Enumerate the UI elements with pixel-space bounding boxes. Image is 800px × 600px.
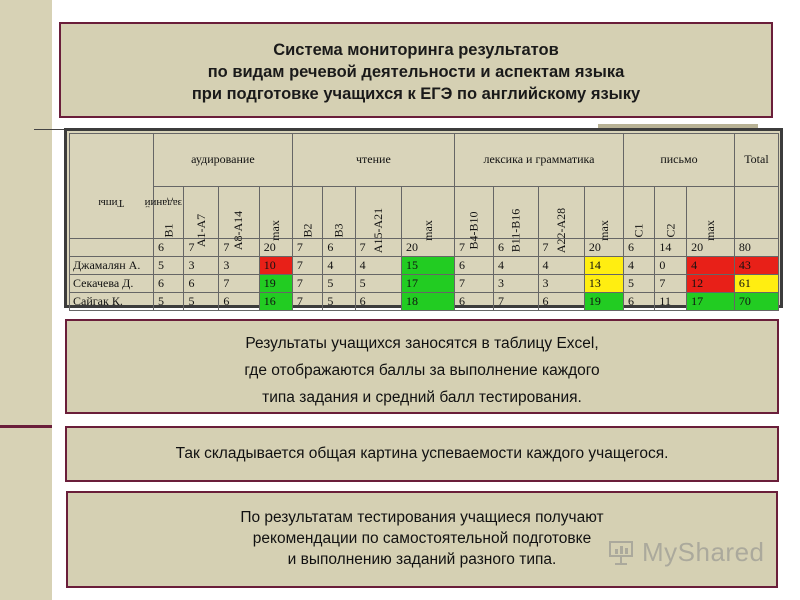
- task-type-label: A1-A7: [193, 213, 208, 248]
- corner-label-2: заданий: [144, 197, 182, 209]
- table-cell: 10: [259, 257, 292, 275]
- task-type-label: A15-A21: [370, 207, 385, 254]
- title-line-2: по видам речевой деятельности и аспектам языка: [207, 63, 625, 81]
- table-cell: 3: [493, 275, 538, 293]
- task-type-cell: [584, 186, 623, 239]
- table-cell: 6: [184, 275, 219, 293]
- summary-box: [65, 426, 779, 482]
- task-type-label: max: [420, 220, 435, 241]
- student-name: Сайгак К.: [70, 293, 154, 311]
- task-type-cell: [655, 186, 687, 239]
- table-cell: 7: [454, 275, 493, 293]
- table-cell: 70: [734, 293, 778, 311]
- table-cell: 4: [323, 257, 355, 275]
- table-cell: 14: [584, 257, 623, 275]
- category-total: Total: [734, 134, 778, 187]
- task-type-cell: [323, 186, 355, 239]
- task-type-label: B1: [161, 223, 176, 238]
- table-cell: 5: [323, 293, 355, 311]
- table-cell: 17: [401, 275, 454, 293]
- table-cell: 20: [584, 239, 623, 257]
- table-cell: 0: [655, 257, 687, 275]
- results-table: [69, 133, 779, 311]
- task-type-cell: [687, 186, 735, 239]
- category-writing: письмо: [624, 134, 735, 187]
- max-score-row: [70, 239, 779, 257]
- category-listening: аудирование: [153, 134, 292, 187]
- table-cell: 6: [219, 293, 259, 311]
- table-cell: 16: [259, 293, 292, 311]
- task-type-label: B4-B10: [466, 211, 481, 250]
- recommendation-line-1: По результатам тестирования учащиеся получают: [240, 509, 604, 526]
- table-cell: 11: [655, 293, 687, 311]
- title-box: [59, 22, 773, 118]
- task-type-label: A22-A28: [553, 207, 568, 254]
- left-decor-line: [0, 425, 52, 428]
- info-line-2: где отображаются баллы за выполнение каждого: [244, 362, 600, 379]
- info-box: [65, 319, 779, 414]
- info-line-1: Результаты учащихся заносятся в таблицу Excel,: [245, 335, 599, 352]
- category-reading: чтение: [292, 134, 454, 187]
- table-cell: 15: [401, 257, 454, 275]
- table-cell: 6: [355, 293, 401, 311]
- table-cell: 14: [655, 239, 687, 257]
- task-type-cell: [355, 186, 401, 254]
- table-cell: 6: [153, 239, 184, 257]
- results-table-frame: [64, 128, 783, 308]
- task-type-label: A8-A14: [231, 210, 246, 251]
- table-cell: 19: [259, 275, 292, 293]
- table-cell: 18: [401, 293, 454, 311]
- table-cell: 7: [493, 293, 538, 311]
- task-type-row: [70, 186, 779, 239]
- table-cell: 6: [538, 293, 584, 311]
- table-cell: 17: [687, 293, 735, 311]
- task-type-cell: [624, 186, 655, 239]
- table-cell: 7: [655, 275, 687, 293]
- info-line-3: типа задания и средний балл тестирования.: [262, 389, 582, 406]
- table-cell: 5: [624, 275, 655, 293]
- student-row: [70, 275, 779, 293]
- table-cell: 43: [734, 257, 778, 275]
- table-cell: 7: [292, 275, 323, 293]
- watermark-text: MyShared: [642, 536, 765, 567]
- task-type-cell: [219, 186, 259, 251]
- table-cell: 20: [401, 239, 454, 257]
- corner-label-1: Типы: [98, 197, 124, 209]
- table-cell: 6: [454, 257, 493, 275]
- recommendation-line-3: и выполнению заданий разного типа.: [287, 551, 557, 568]
- table-cell: 6: [323, 239, 355, 257]
- table-cell: 7: [292, 293, 323, 311]
- student-row: [70, 257, 779, 275]
- table-cell: 13: [584, 275, 623, 293]
- task-type-label: B3: [331, 223, 346, 238]
- table-cell: 80: [734, 239, 778, 257]
- table-cell: 7: [219, 275, 259, 293]
- category-header-row: [70, 134, 779, 187]
- table-cell: 20: [687, 239, 735, 257]
- watermark: [606, 532, 765, 572]
- task-type-label: B11-B16: [508, 208, 523, 253]
- student-row: [70, 293, 779, 311]
- table-cell: 4: [538, 257, 584, 275]
- task-type-label: C1: [631, 223, 646, 238]
- table-cell: 3: [184, 257, 219, 275]
- table-cell: 7: [454, 239, 493, 257]
- table-cell: 6: [454, 293, 493, 311]
- table-cell: 20: [259, 239, 292, 257]
- table-cell: 61: [734, 275, 778, 293]
- task-type-label: max: [596, 220, 611, 241]
- task-type-cell: [153, 186, 184, 239]
- summary-text: Так складывается общая картина успеваемости каждого учащегося.: [175, 445, 669, 462]
- table-cell: 5: [184, 293, 219, 311]
- table-cell: 6: [153, 275, 184, 293]
- table-cell: 6: [624, 293, 655, 311]
- table-cell: 4: [624, 257, 655, 275]
- table-cell: 6: [624, 239, 655, 257]
- task-type-label: max: [268, 220, 283, 241]
- table-cell: 5: [323, 275, 355, 293]
- task-type-label: C2: [663, 223, 678, 238]
- task-type-cell: [493, 186, 538, 253]
- table-cell: 4: [493, 257, 538, 275]
- table-cell: 5: [355, 275, 401, 293]
- task-type-label: max: [702, 220, 717, 241]
- table-cell: 12: [687, 275, 735, 293]
- recommendation-line-2: рекомендации по самостоятельной подготовке: [252, 530, 592, 547]
- task-type-cell: [454, 186, 493, 250]
- table-cell: 5: [153, 293, 184, 311]
- table-cell: 7: [355, 239, 401, 257]
- table-cell: 5: [153, 257, 184, 275]
- task-type-cell: [184, 186, 219, 248]
- task-type-cell: [401, 186, 454, 239]
- task-type-cell: [538, 186, 584, 254]
- student-name: Джамалян А.: [70, 257, 154, 275]
- table-cell: 3: [219, 257, 259, 275]
- task-type-label: B2: [300, 223, 315, 238]
- table-cell: 7: [184, 239, 219, 257]
- title-line-1: Система мониторинга результатов: [273, 41, 559, 59]
- table-cell: 3: [538, 275, 584, 293]
- presentation-icon: [606, 537, 636, 567]
- table-cell: 4: [355, 257, 401, 275]
- table-cell: 19: [584, 293, 623, 311]
- left-decor-bar: [0, 0, 52, 600]
- task-type-cell: [259, 186, 292, 239]
- table-cell: 6: [493, 239, 538, 257]
- table-cell: 7: [292, 257, 323, 275]
- task-type-cell-total: [734, 186, 778, 239]
- category-grammar: лексика и грамматика: [454, 134, 623, 187]
- table-cell: 7: [219, 239, 259, 257]
- table-cell: 7: [292, 239, 323, 257]
- table-cell: 4: [687, 257, 735, 275]
- table-cell: 7: [538, 239, 584, 257]
- title-line-3: при подготовке учащихся к ЕГЭ по английскому языку: [191, 85, 641, 103]
- student-name: Секачева Д.: [70, 275, 154, 293]
- task-type-cell: [292, 186, 323, 239]
